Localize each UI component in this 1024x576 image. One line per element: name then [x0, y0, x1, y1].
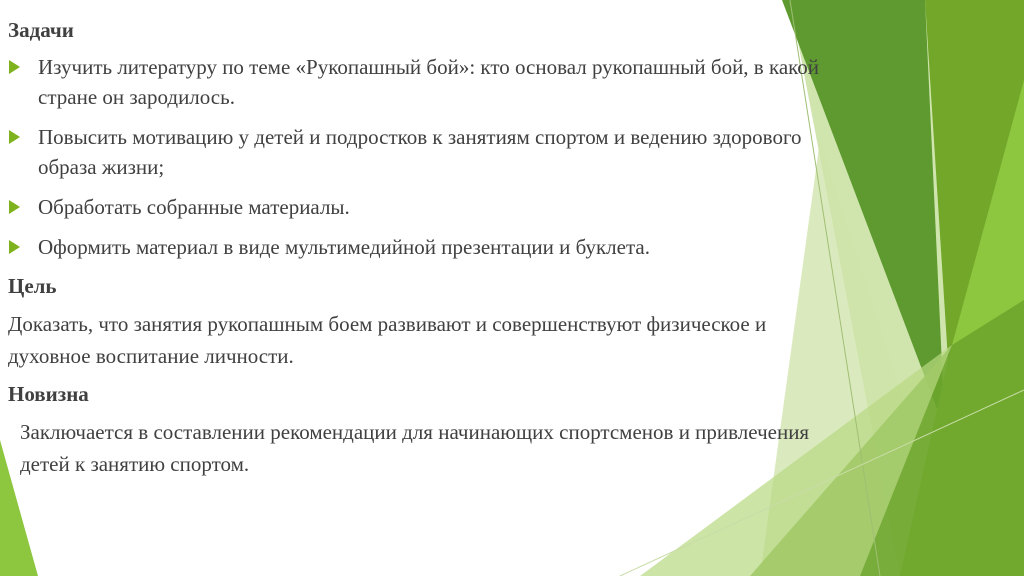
task-item: [8, 232, 828, 262]
bullet-arrow-icon: [9, 200, 20, 214]
task-text: Обработать собранные материалы.: [38, 195, 350, 219]
novelty-text: Заключается в составлении рекомендации для начинающих спортсменов и привлечения детей к занятию спортом.: [20, 420, 810, 476]
task-item: [8, 122, 828, 182]
slide-content: [8, 16, 828, 488]
tasks-list: [8, 52, 828, 262]
novelty-heading: Новизна: [8, 382, 89, 406]
tasks-heading: Задачи: [8, 18, 74, 42]
task-text: Изучить литературу по теме «Рукопашный бой»: кто основал рукопашный бой, в какой стране он зародилось.: [38, 55, 820, 109]
task-item: [8, 52, 828, 112]
bullet-arrow-icon: [9, 60, 20, 74]
goal-text: Доказать, что занятия рукопашным боем развивают и совершенствуют физическое и духовное воспитание личности.: [8, 312, 767, 368]
bullet-arrow-icon: [9, 240, 20, 254]
task-text: Оформить материал в виде мультимедийной презентации и буклета.: [38, 235, 650, 259]
goal-heading: Цель: [8, 274, 57, 298]
task-item: [8, 192, 828, 222]
bullet-arrow-icon: [9, 130, 20, 144]
task-text: Повысить мотивацию у детей и подростков к занятиям спортом и ведению здорового образа жизни;: [38, 125, 802, 179]
